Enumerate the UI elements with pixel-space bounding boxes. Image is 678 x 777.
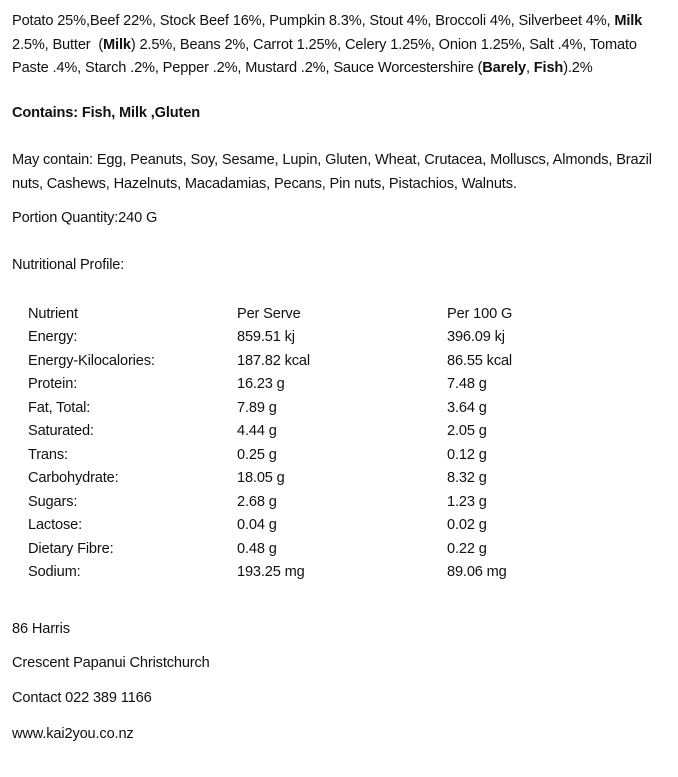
allergen-contains: Contains: Fish, Milk ,Gluten: [12, 105, 200, 121]
per-serve-value: 187.82 kcal: [237, 352, 310, 369]
nutrient-name: Protein:: [28, 376, 78, 393]
ingredient-allergen: Barely: [482, 60, 526, 76]
per-serve-value: 0.25 g: [237, 446, 277, 463]
contact-phone: Contact 022 389 1166: [12, 690, 152, 706]
nutrition-row: [25, 396, 584, 420]
per-serve-value: 859.51 kj: [237, 329, 295, 346]
website-url: www.kai2you.co.nz: [12, 726, 134, 742]
nutrient-name: Sugars:: [28, 493, 78, 510]
nutrition-row: [25, 537, 584, 561]
per-100g-value: 86.55 kcal: [447, 352, 513, 369]
per-serve-value: 0.04 g: [237, 517, 277, 534]
nutrition-row: [25, 373, 584, 397]
ingredient-text: ).2%: [563, 60, 593, 76]
nutrient-name: Energy:: [28, 329, 78, 346]
nutrient-name: Saturated:: [28, 423, 94, 440]
nutrition-row: [25, 326, 584, 350]
column-header-per-100g: Per 100 G: [447, 305, 513, 322]
per-serve-value: 0.48 g: [237, 540, 277, 557]
portion-quantity: Portion Quantity:240 G: [12, 210, 158, 226]
nutrient-name: Fat, Total:: [28, 399, 91, 416]
per-serve-value: 2.68 g: [237, 493, 277, 510]
nutrition-body: [25, 326, 584, 585]
per-100g-value: 396.09 kj: [447, 329, 505, 346]
nutrition-row: [25, 349, 584, 373]
column-header-per-serve: Per Serve: [237, 305, 301, 322]
per-100g-value: 0.12 g: [447, 446, 487, 463]
nutrition-row: [25, 514, 584, 538]
per-100g-value: 0.02 g: [447, 517, 487, 534]
nutrition-header-row: [25, 302, 584, 326]
ingredient-text: 2.5%, Butter (: [12, 13, 647, 53]
nutrition-table: [25, 302, 584, 584]
per-serve-value: 7.89 g: [237, 399, 277, 416]
nutrient-name: Sodium:: [28, 564, 81, 581]
nutrition-row: [25, 443, 584, 467]
per-serve-value: 4.44 g: [237, 423, 277, 440]
nutrient-name: Lactose:: [28, 517, 82, 534]
ingredient-text: Potato 25%,Beef 22%, Stock Beef 16%, Pumpkin 8.3%, Stout 4%, Broccoli 4%, Silverbeet 4%,: [12, 13, 615, 29]
nutrition-row: [25, 490, 584, 514]
ingredient-text: ) 2.5%, Beans 2%, Carrot 1.25%, Celery 1.25%, Onion 1.25%, Salt .4%, Tomato Paste .4%, Starch .2%, Pepper .2%, Mustard .2%, Sauce Worcestershire (: [12, 36, 641, 76]
nutritional-profile-heading: Nutritional Profile:: [12, 257, 125, 273]
nutrition-row: [25, 561, 584, 585]
per-serve-value: 16.23 g: [237, 376, 285, 393]
per-100g-value: 1.23 g: [447, 493, 487, 510]
per-100g-value: 3.64 g: [447, 399, 487, 416]
nutrient-name: Energy-Kilocalories:: [28, 352, 155, 369]
nutrient-name: Dietary Fibre:: [28, 540, 114, 557]
ingredient-text: ,: [525, 60, 534, 76]
per-100g-value: 7.48 g: [447, 376, 487, 393]
allergen-may-contain: May contain: Egg, Peanuts, Soy, Sesame, Lupin, Gluten, Wheat, Crutacea, Molluscs, Almonds, Brazil nuts, Cashews, Hazelnuts, Macadamias, Pecans, Pin nuts, Pistachios, Walnuts.: [12, 152, 652, 192]
per-serve-value: 18.05 g: [237, 470, 285, 487]
per-100g-value: 89.06 mg: [447, 564, 507, 581]
nutrient-name: Trans:: [28, 446, 68, 463]
address-line-2: Crescent Papanui Christchurch: [12, 655, 210, 671]
nutrition-row: [25, 467, 584, 491]
nutrient-name: Carbohydrate:: [28, 470, 119, 487]
ingredients-list: [12, 10, 674, 81]
ingredient-allergen: Fish: [533, 60, 564, 76]
per-100g-value: 8.32 g: [447, 470, 487, 487]
per-100g-value: 2.05 g: [447, 423, 487, 440]
ingredient-allergen: Milk: [614, 13, 643, 29]
nutrition-row: [25, 420, 584, 444]
column-header-nutrient: Nutrient: [28, 305, 78, 322]
per-100g-value: 0.22 g: [447, 540, 487, 557]
per-serve-value: 193.25 mg: [237, 564, 305, 581]
ingredient-allergen: Milk: [103, 36, 131, 53]
address-line-1: 86 Harris: [12, 621, 70, 637]
